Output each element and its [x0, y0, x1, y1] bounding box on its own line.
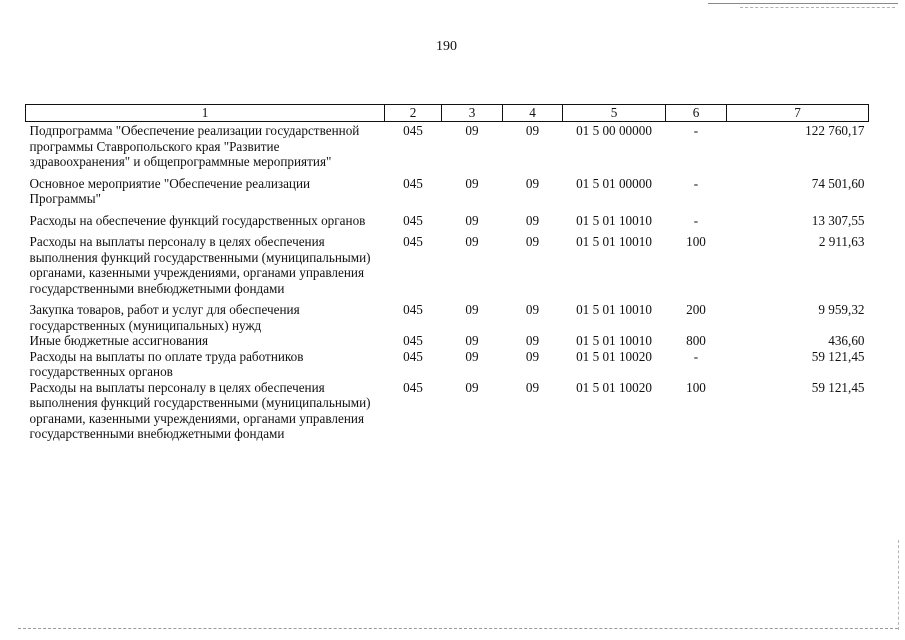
- expense-type-code: -: [693, 348, 699, 364]
- ministry-code: 045: [403, 123, 423, 138]
- scan-edge-mark: [708, 3, 898, 4]
- column-header: 5: [563, 105, 666, 122]
- amount: 74 501,60: [811, 175, 865, 191]
- ministry-code: 045: [403, 379, 423, 395]
- row-name: Подпрограмма "Обеспечение реализации государственной программы Ставропольского края "Развитие здравоохранения" и общепрограммные мероприятия": [29, 123, 360, 169]
- ministry-code: 045: [403, 302, 423, 317]
- amount: 436,60: [828, 333, 865, 348]
- row-name: Закупка товаров, работ и услуг для обеспечения государственных (муниципальных) нужд: [29, 302, 300, 333]
- expense-type-code: -: [693, 175, 699, 191]
- subsection-code: 09: [525, 175, 540, 191]
- target-code: 01 5 01 10010: [576, 302, 652, 317]
- section-code: 09: [465, 302, 479, 317]
- subsection-code: 09: [525, 333, 540, 348]
- table-row: [26, 380, 869, 442]
- target-code: 01 5 01 10020: [576, 379, 652, 395]
- table-header-row: [26, 105, 869, 122]
- budget-table: [25, 104, 869, 442]
- amount: 122 760,17: [805, 123, 865, 138]
- table-row: [26, 122, 869, 176]
- section-code: 09: [465, 234, 479, 249]
- column-header: 7: [727, 105, 869, 122]
- column-header: 3: [442, 105, 503, 122]
- row-name: Иные бюджетные ассигнования: [29, 333, 209, 348]
- ministry-code: 045: [403, 333, 423, 348]
- table-row: [26, 213, 869, 235]
- column-header: 1: [26, 105, 385, 122]
- amount: 59 121,45: [811, 379, 865, 395]
- amount: 9 959,32: [818, 302, 865, 317]
- scan-edge-mark: [898, 540, 899, 630]
- page-number: 190: [436, 39, 457, 54]
- table-row: [26, 333, 869, 349]
- column-header: 4: [503, 105, 563, 122]
- amount: 2 911,63: [818, 234, 865, 249]
- target-code: 01 5 01 10010: [576, 234, 652, 249]
- ministry-code: 045: [403, 212, 423, 228]
- table-row: [26, 176, 869, 213]
- subsection-code: 09: [525, 379, 540, 395]
- row-name: Основное мероприятие "Обеспечение реализации Программы": [29, 175, 311, 206]
- ministry-code: 045: [403, 175, 423, 191]
- table-row: [26, 349, 869, 380]
- amount: 13 307,55: [811, 212, 865, 228]
- section-code: 09: [465, 333, 479, 348]
- ministry-code: 045: [403, 234, 423, 249]
- column-header: 6: [666, 105, 727, 122]
- target-code: 01 5 00 00000: [576, 123, 652, 138]
- table-row: [26, 234, 869, 302]
- row-name: Расходы на выплаты по оплате труда работников государственных органов: [29, 348, 304, 379]
- subsection-code: 09: [525, 302, 540, 317]
- column-header: 2: [385, 105, 442, 122]
- target-code: 01 5 01 10010: [576, 333, 652, 348]
- scan-edge-mark: [18, 628, 898, 629]
- target-code: 01 5 01 10020: [576, 348, 652, 364]
- table-row: [26, 302, 869, 333]
- target-code: 01 5 01 00000: [576, 175, 652, 191]
- ministry-code: 045: [403, 348, 423, 364]
- expense-type-code: 200: [686, 302, 706, 317]
- section-code: 09: [465, 123, 479, 138]
- section-code: 09: [465, 348, 479, 364]
- subsection-code: 09: [525, 348, 540, 364]
- subsection-code: 09: [525, 234, 540, 249]
- expense-type-code: -: [693, 212, 699, 228]
- expense-type-code: 100: [686, 379, 706, 395]
- row-name: Расходы на обеспечение функций государственных органов: [29, 212, 366, 228]
- amount: 59 121,45: [811, 348, 865, 364]
- expense-type-code: -: [693, 123, 699, 138]
- subsection-code: 09: [525, 123, 540, 138]
- section-code: 09: [465, 175, 479, 191]
- expense-type-code: 800: [686, 333, 706, 348]
- target-code: 01 5 01 10010: [576, 212, 652, 228]
- expense-type-code: 100: [686, 234, 706, 249]
- row-name: Расходы на выплаты персоналу в целях обеспечения выполнения функций государственными (муниципальными) органами, казенными учреждениями, органами управления государственными внебюджетными фондами: [29, 379, 371, 441]
- subsection-code: 09: [525, 212, 540, 228]
- section-code: 09: [465, 379, 479, 395]
- section-code: 09: [465, 212, 479, 228]
- scan-edge-mark: [740, 7, 895, 8]
- row-name: Расходы на выплаты персоналу в целях обеспечения выполнения функций государственными (муниципальными) органами, казенными учреждениями, органами управления государственными внебюджетными фондами: [29, 234, 371, 296]
